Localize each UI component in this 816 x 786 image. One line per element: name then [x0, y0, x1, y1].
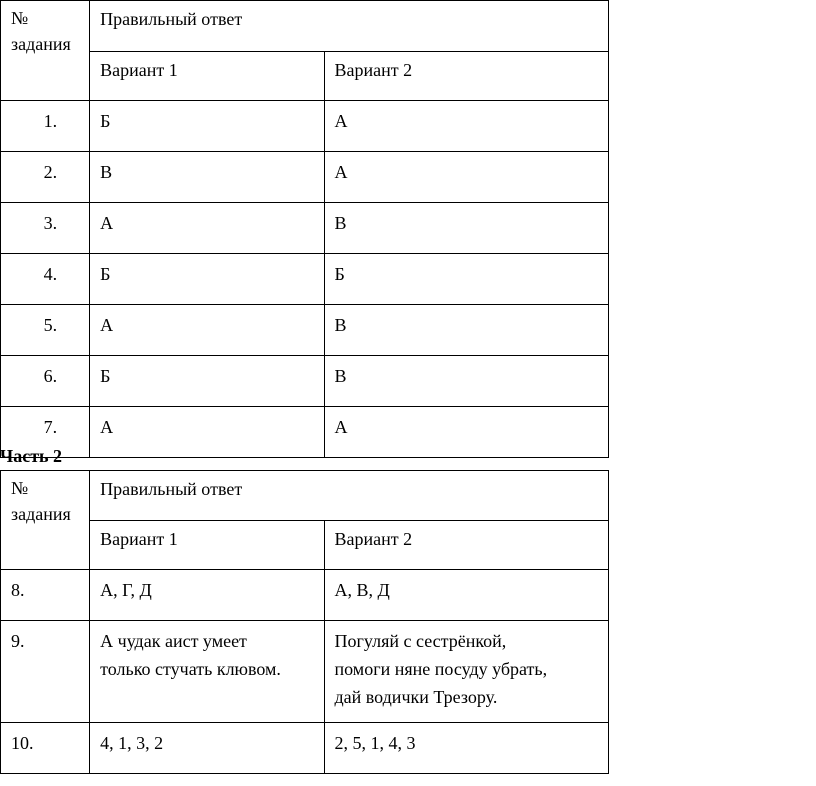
table-row: [1, 305, 609, 356]
variant1-header: Вариант 1: [90, 52, 324, 101]
task-number: 3.: [1, 203, 90, 254]
variant2-answer: [324, 570, 608, 621]
variant1-header: Вариант 1: [90, 521, 324, 570]
variant1-answer: Б: [90, 356, 324, 407]
answer-line: 4, 1, 3, 2: [100, 733, 164, 753]
table-row: [1, 621, 609, 723]
answer-line: Погуляй с сестрёнкой,: [334, 631, 507, 651]
task-number-header: [1, 471, 90, 570]
task-number-header-line1: №: [11, 8, 29, 28]
task-number-header-line1: №: [11, 478, 29, 498]
variant1-answer: [90, 621, 324, 723]
answer-line: дай водички Трезору.: [334, 687, 498, 707]
table-row: [1, 356, 609, 407]
variant1-answer: [90, 723, 324, 774]
variant2-answer: А: [324, 101, 608, 152]
table-row: [1, 723, 609, 774]
variant2-answer: Б: [324, 254, 608, 305]
variant1-answer: А: [90, 305, 324, 356]
answer-line: А чудак аист умеет: [100, 631, 247, 651]
table-row: [1, 254, 609, 305]
task-number: 5.: [1, 305, 90, 356]
variant2-header: Вариант 2: [324, 52, 608, 101]
variant1-answer: [90, 570, 324, 621]
variant2-answer: [324, 621, 608, 723]
task-number: 6.: [1, 356, 90, 407]
variant2-answer: А: [324, 152, 608, 203]
variant2-answer: В: [324, 203, 608, 254]
table-row: [1, 101, 609, 152]
task-number: 2.: [1, 152, 90, 203]
table-row: [1, 570, 609, 621]
task-number-header: [1, 1, 90, 101]
task-number: 1.: [1, 101, 90, 152]
variant2-header: Вариант 2: [324, 521, 608, 570]
variant1-answer: Б: [90, 101, 324, 152]
variant2-answer: В: [324, 356, 608, 407]
correct-answer-header: Правильный ответ: [90, 471, 609, 521]
variant1-answer: В: [90, 152, 324, 203]
table-row: [1, 407, 609, 458]
variant2-answer: [324, 723, 608, 774]
table-row: [1, 203, 609, 254]
variant1-answer: А: [90, 203, 324, 254]
task-number: 7.: [1, 407, 90, 458]
task-number-header-line2: задания: [11, 34, 71, 54]
variant1-answer: А: [90, 407, 324, 458]
task-number: 8.: [1, 570, 90, 621]
answer-line: А, В, Д: [334, 580, 390, 600]
table-row: [1, 152, 609, 203]
task-number: 10.: [1, 723, 90, 774]
answers-table-part2: [0, 470, 609, 774]
part2-heading: Часть 2: [0, 446, 63, 466]
task-number: 4.: [1, 254, 90, 305]
correct-answer-header: Правильный ответ: [90, 1, 609, 52]
task-number: 9.: [1, 621, 90, 723]
answer-line: помоги няне посуду убрать,: [334, 659, 548, 679]
task-number-header-line2: задания: [11, 504, 71, 524]
answer-line: 2, 5, 1, 4, 3: [334, 733, 416, 753]
answer-line: только стучать клювом.: [100, 659, 281, 679]
answer-line: А, Г, Д: [100, 580, 152, 600]
variant2-answer: А: [324, 407, 608, 458]
variant2-answer: В: [324, 305, 608, 356]
answers-table-part1: [0, 0, 609, 458]
variant1-answer: Б: [90, 254, 324, 305]
